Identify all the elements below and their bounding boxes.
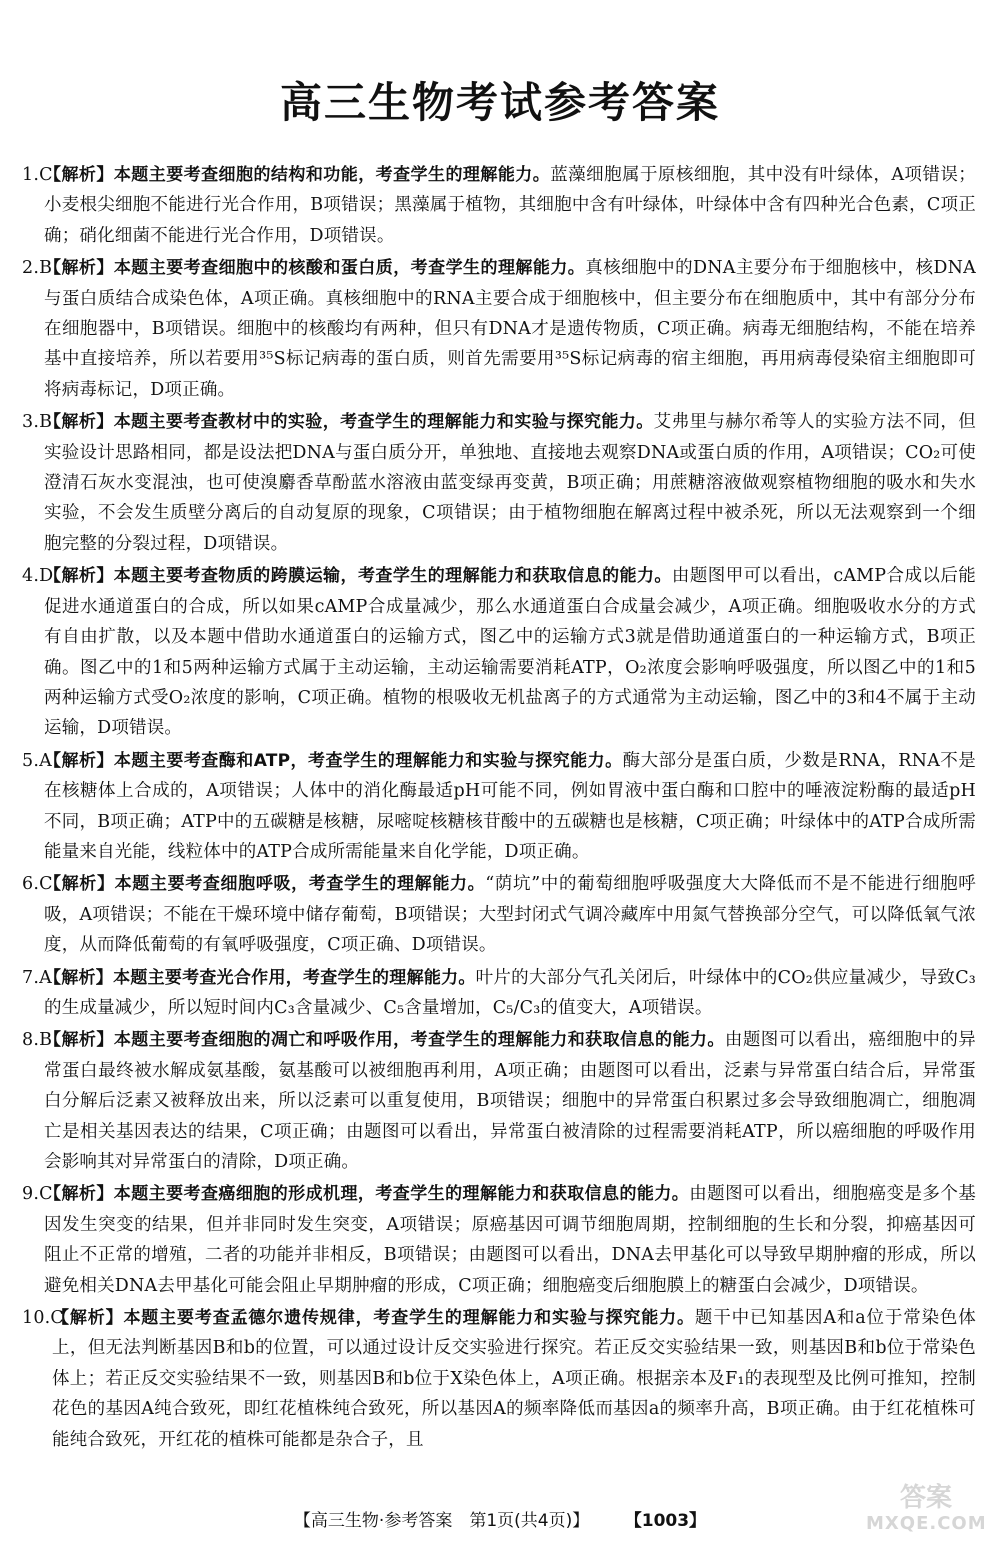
question-number: 10.C bbox=[22, 1308, 65, 1329]
analysis-text: 叶片的大部分气孔关闭后，叶绿体中的CO₂供应量减少，导致C₃的生成量减少，所以短时间内C₃含量减少、C₅含量增加，C₅/C₃的值变大，A项错误。 bbox=[44, 967, 976, 1018]
answer-item bbox=[22, 1179, 976, 1301]
question-number: 9.C bbox=[22, 1184, 53, 1205]
question-number: 3.B bbox=[22, 412, 53, 433]
question-number: 5.A bbox=[22, 750, 52, 771]
watermark-logo bbox=[866, 1482, 986, 1540]
analysis-summary: 本题主要考查细胞中的核酸和蛋白质，考查学生的理解能力。 bbox=[113, 258, 586, 279]
answer-item bbox=[22, 963, 976, 1024]
question-number: 4.D bbox=[22, 566, 54, 587]
analysis-text: 真核细胞中的DNA主要分布于细胞核中，核DNA与蛋白质结合成染色体，A项正确。真核细胞中的RNA主要合成于细胞核中，但主要分布在细胞质中，其中有部分分布在细胞器中，B项错误。细胞中的核酸均有两种，但只有DNA才是遗传物质，C项正确。病毒无细胞结构，不能在培养基中直接培养，所以若要用³⁵S标记病毒的蛋白质，则首先需要用³⁵S标记病毒的宿主细胞，再用病毒侵染宿主细胞即可将病毒标记，D项正确。 bbox=[44, 258, 976, 400]
question-number: 7.A bbox=[22, 967, 52, 988]
analysis-text: 由题图甲可以看出，cAMP合成以后能促进水通道蛋白的合成，所以如果cAMP合成量减少，那么水通道蛋白合成量会减少，A项正确。细胞吸收水分的方式有自由扩散，以及本题中借助水通道蛋白的运输方式，图乙中的运输方式3就是借助通道蛋白的一种运输方式，B项正确。图乙中的1和5两种运输方式属于主动运输，主动运输需要消耗ATP，O₂浓度会影响呼吸强度，所以图乙中的1和5两种运输方式受O₂浓度的影响，C项正确。植物的根吸收无机盐离子的方式通常为主动运输，图乙中的3和4不属于主动运输，D项错误。 bbox=[44, 566, 976, 739]
analysis-summary: 本题主要考查细胞呼吸，考查学生的理解能力。 bbox=[114, 874, 486, 895]
analysis-summary: 本题主要考查教材中的实验，考查学生的理解能力和实验与探究能力。 bbox=[113, 412, 654, 433]
analysis-text: 由题图可以看出，癌细胞中的异常蛋白最终被水解成氨基酸，氨基酸可以被细胞再利用，A项正确；由题图可以看出，泛素与异常蛋白结合后，异常蛋白分解后泛素又被释放出来，所以泛素可以重复使用，B项错误；细胞中的异常蛋白积累过多会导致细胞凋亡，细胞凋亡是相关基因表达的结果，C项正确；由题图可以看出，异常蛋白被清除的过程需要消耗ATP，所以癌细胞的呼吸作用会影响其对异常蛋白的清除，D项正确。 bbox=[44, 1030, 977, 1172]
analysis-tag: 【解析】 bbox=[44, 1184, 114, 1205]
question-number: 2.B bbox=[22, 258, 53, 279]
answer-item bbox=[22, 746, 976, 868]
analysis-text: 由题图可以看出，细胞癌变是多个基因发生突变的结果，但并非同时发生突变，A项错误；原癌基因可调节细胞周期，控制细胞的生长和分裂，抑癌基因可阻止不正常的增殖，二者的功能并非相反，B项错误；由题图可以看出，DNA去甲基化可以导致早期肿瘤的形成，所以避免相关DNA去甲基化可能会阻止早期肿瘤的形成，C项正确；细胞癌变后细胞膜上的糖蛋白会减少，D项错误。 bbox=[44, 1184, 976, 1296]
analysis-tag: 【解析】 bbox=[44, 412, 114, 433]
analysis-summary: 本题主要考查细胞的凋亡和呼吸作用，考查学生的理解能力和获取信息的能力。 bbox=[113, 1030, 725, 1051]
analysis-text: 艾弗里与赫尔希等人的实验方法不同，但实验设计思路相同，都是设法把DNA与蛋白质分开，单独地、直接地去观察DNA或蛋白质的作用，A项错误；CO₂可使澄清石灰水变混浊，也可使溴麝香草酚蓝水溶液由蓝变绿再变黄，B项正确；用蔗糖溶液做观察植物细胞的吸水和失水实验，不会发生质壁分离后的自动复原的现象，C项错误；由于植物细胞在解离过程中被杀死，所以无法观察到一个细胞完整的分裂过程，D项错误。 bbox=[44, 412, 976, 554]
analysis-tag: 【解析】 bbox=[44, 258, 114, 279]
analysis-tag: 【解析】 bbox=[52, 1308, 124, 1329]
analysis-summary: 本题主要考查物质的跨膜运输，考查学生的理解能力和获取信息的能力。 bbox=[113, 566, 672, 587]
answer-item bbox=[22, 1303, 976, 1455]
answer-item bbox=[22, 1025, 976, 1177]
answer-item bbox=[22, 869, 976, 960]
analysis-tag: 【解析】 bbox=[44, 967, 114, 988]
analysis-summary: 本题主要考查细胞的结构和功能，考查学生的理解能力。 bbox=[113, 165, 551, 185]
analysis-tag: 【解析】 bbox=[44, 566, 114, 587]
analysis-tag: 【解析】 bbox=[44, 1030, 114, 1051]
question-number: 8.B bbox=[22, 1030, 53, 1051]
analysis-summary: 本题主要考查光合作用，考查学生的理解能力。 bbox=[113, 967, 476, 988]
answer-list bbox=[22, 160, 976, 1457]
analysis-text: 蓝藻细胞属于原核细胞，其中没有叶绿体，A项错误；小麦根尖细胞不能进行光合作用，B项错误；黑藻属于植物，其细胞中含有叶绿体，叶绿体中含有四种光合色素，C项正确；硝化细菌不能进行光合作用，D项错误。 bbox=[44, 165, 976, 246]
question-number: 6.C bbox=[22, 874, 53, 895]
answer-item bbox=[22, 561, 976, 743]
analysis-text: “荫坑”中的葡萄细胞呼吸强度大大降低而不是不能进行细胞呼吸，A项错误；不能在干燥环境中储存葡萄，B项错误；大型封闭式气调冷藏库中用氮气替换部分空气，可以降低氧气浓度，从而降低葡萄的有氧呼吸强度，C项正确、D项错误。 bbox=[44, 874, 976, 956]
analysis-tag: 【解析】 bbox=[44, 165, 114, 185]
answer-item bbox=[22, 253, 976, 405]
analysis-summary: 本题主要考查孟德尔遗传规律，考查学生的理解能力和实验与探究能力。 bbox=[123, 1308, 695, 1329]
footer-page-info: 【高三生物·参考答案 第1页(共4页)】 bbox=[293, 1511, 590, 1531]
footer-code: 【1003】 bbox=[633, 1511, 707, 1531]
analysis-text: 题干中已知基因A和a位于常染色体上，但无法判断基因B和b的位置，可以通过设计反交实验进行探究。若正反交实验结果一致，则基因B和b位于常染色体上；若正反交实验结果不一致，则基因B和b位于X染色体上，A项正确。根据亲本及F₁的表现型及比例可推知，控制花色的基因A纯合致死，即红花植株纯合致死，所以基因A的频率降低而基因a的频率升高，B项正确。由于红花植株可能纯合致死，开红花的植株可能都是杂合子，且 bbox=[52, 1308, 976, 1450]
watermark-top-text: 答案 bbox=[899, 1483, 952, 1513]
analysis-summary: 本题主要考查酶和ATP，考查学生的理解能力和实验与探究能力。 bbox=[113, 750, 623, 771]
analysis-text: 酶大部分是蛋白质，少数是RNA，RNA不是在核糖体上合成的，A项错误；人体中的消化酶最适pH可能不同，例如胃液中蛋白酶和口腔中的唾液淀粉酶的最适pH不同，B项正确；ATP中的五碳糖是核糖，尿嘧啶核糖核苷酸中的五碳糖也是核糖，C项正确；叶绿体中的ATP合成所需能量来自光能，线粒体中的ATP合成所需能量来自化学能，D项正确。 bbox=[44, 750, 976, 862]
answer-item bbox=[22, 160, 976, 251]
question-number: 1.C bbox=[22, 165, 53, 185]
page-title: 高三生物考试参考答案 bbox=[279, 78, 720, 127]
watermark-bottom-text: MXQE.COM bbox=[866, 1513, 987, 1534]
analysis-tag: 【解析】 bbox=[44, 750, 114, 771]
page-footer bbox=[0, 1506, 1000, 1531]
analysis-tag: 【解析】 bbox=[44, 874, 115, 895]
analysis-summary: 本题主要考查癌细胞的形成机理，考查学生的理解能力和获取信息的能力。 bbox=[113, 1184, 690, 1205]
answer-item bbox=[22, 407, 976, 559]
